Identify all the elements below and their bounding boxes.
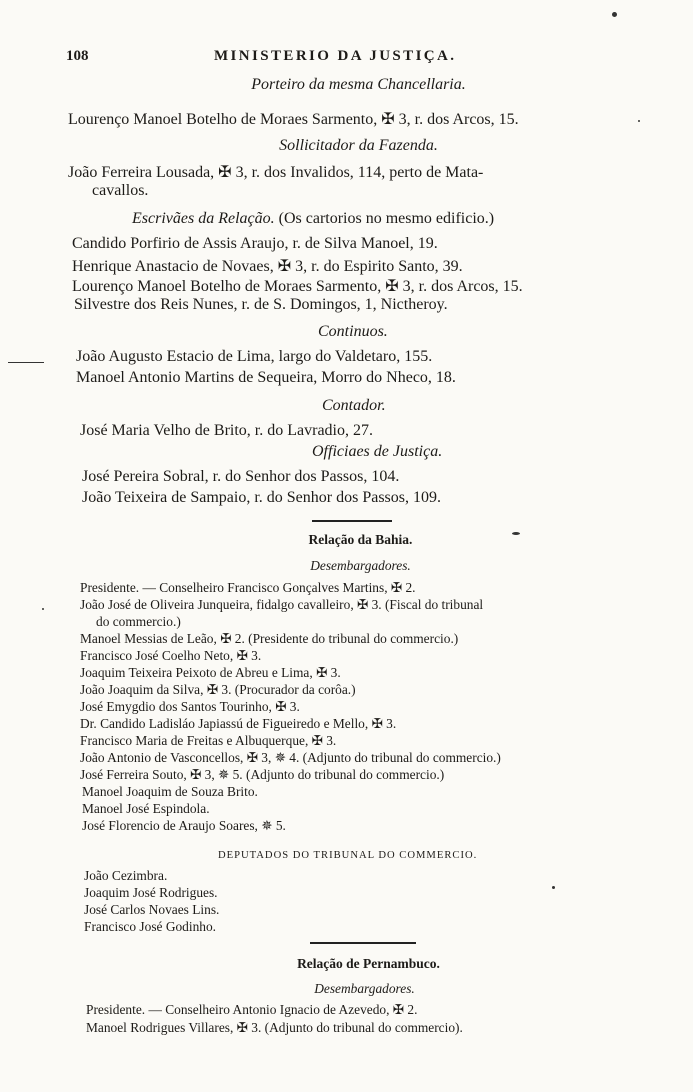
scan-speck (552, 886, 555, 889)
entry-continuation: do commercio.) (96, 614, 181, 629)
scan-speck (42, 608, 44, 610)
list-item: José Carlos Novaes Lins. (84, 902, 220, 917)
entry: Lourenço Manoel Botelho de Moraes Sarmento, ✠ 3, r. dos Arcos, 15. (68, 111, 519, 128)
section-heading-continuos: Continuos. (318, 323, 388, 340)
scan-speck (612, 12, 617, 17)
section-heading-contador: Contador. (322, 397, 386, 414)
entry: Manoel José Espindola. (82, 801, 210, 816)
entry: Henrique Anastacio de Novaes, ✠ 3, r. do Espirito Santo, 39. (72, 258, 463, 275)
pernambuco-title: Relação de Pernambuco. (297, 956, 440, 971)
entry: João Joaquim da Silva, ✠ 3. (Procurador da corôa.) (80, 682, 356, 697)
scan-mark (8, 362, 44, 363)
pernambuco-subheading: Desembargadores. (314, 981, 415, 996)
entry: João Teixeira de Sampaio, r. do Senhor dos Passos, 109. (82, 489, 441, 506)
section-heading-sollicitador: Sollicitador da Fazenda. (279, 137, 438, 154)
entry: José Ferreira Souto, ✠ 3, ✵ 5. (Adjunto do tribunal do commercio.) (80, 767, 445, 782)
list-item: Joaquim José Rodrigues. (84, 885, 218, 900)
running-title: MINISTERIO DA JUSTIÇA. (214, 48, 457, 64)
section-heading-escrivaes (132, 210, 494, 228)
entry: José Pereira Sobral, r. do Senhor dos Passos, 104. (82, 468, 400, 485)
entry: Manoel Messias de Leão, ✠ 2. (Presidente do tribunal do commercio.) (80, 631, 459, 646)
scan-speck (512, 532, 520, 535)
entry: João Antonio de Vasconcellos, ✠ 3, ✵ 4. (Adjunto do tribunal do commercio.) (80, 750, 501, 765)
entry: Lourenço Manoel Botelho de Moraes Sarmento, ✠ 3, r. dos Arcos, 15. (72, 278, 523, 295)
entry: João Ferreira Lousada, ✠ 3, r. dos Invalidos, 114, perto de Mata- (68, 164, 484, 181)
section-heading-officiaes: Officiaes de Justiça. (312, 443, 443, 460)
page-number: 108 (66, 48, 89, 64)
heading-note: (Os cartorios no mesmo edificio.) (278, 210, 495, 227)
entry: José Emygdio dos Santos Tourinho, ✠ 3. (80, 699, 300, 714)
entry: Manoel Antonio Martins de Sequeira, Morro do Nheco, 18. (76, 369, 456, 386)
section-divider (310, 942, 416, 944)
entry: Francisco Maria de Freitas e Albuquerque, ✠ 3. (80, 733, 337, 748)
entry: João Augusto Estacio de Lima, largo do Valdetaro, 155. (76, 348, 433, 365)
entry: Candido Porfirio de Assis Araujo, r. de Silva Manoel, 19. (72, 235, 438, 252)
entry: Manoel Rodrigues Villares, ✠ 3. (Adjunto do tribunal do commercio). (86, 1020, 463, 1035)
list-item: João Cezimbra. (84, 868, 168, 883)
entry-continuation: cavallos. (92, 182, 149, 199)
deputados-heading: DEPUTADOS DO TRIBUNAL DO COMMERCIO. (218, 850, 478, 861)
entry: Presidente. — Conselheiro Francisco Gonçalves Martins, ✠ 2. (80, 580, 416, 595)
scan-speck (638, 120, 640, 122)
entry: João José de Oliveira Junqueira, fidalgo cavalleiro, ✠ 3. (Fiscal do tribunal (80, 597, 484, 612)
entry: Francisco José Coelho Neto, ✠ 3. (80, 648, 262, 663)
entry: Dr. Candido Ladisláo Japiassú de Figueiredo e Mello, ✠ 3. (80, 716, 397, 731)
entry: José Maria Velho de Brito, r. do Lavradio, 27. (80, 422, 373, 439)
entry: Manoel Joaquim de Souza Brito. (82, 784, 258, 799)
entry: Presidente. — Conselheiro Antonio Ignacio de Azevedo, ✠ 2. (86, 1002, 418, 1017)
section-heading-porteiro: Porteiro da mesma Chancellaria. (251, 76, 466, 93)
entry: José Florencio de Araujo Soares, ✵ 5. (82, 818, 286, 833)
list-item: Francisco José Godinho. (84, 919, 217, 934)
entry: Silvestre dos Reis Nunes, r. de S. Domingos, 1, Nictheroy. (74, 296, 448, 313)
bahia-subheading: Desembargadores. (310, 558, 411, 573)
heading-text: Escrivães da Relação. (132, 210, 275, 227)
section-divider (312, 520, 392, 522)
entry: Joaquim Teixeira Peixoto de Abreu e Lima, ✠ 3. (80, 665, 341, 680)
bahia-title: Relação da Bahia. (308, 532, 413, 547)
